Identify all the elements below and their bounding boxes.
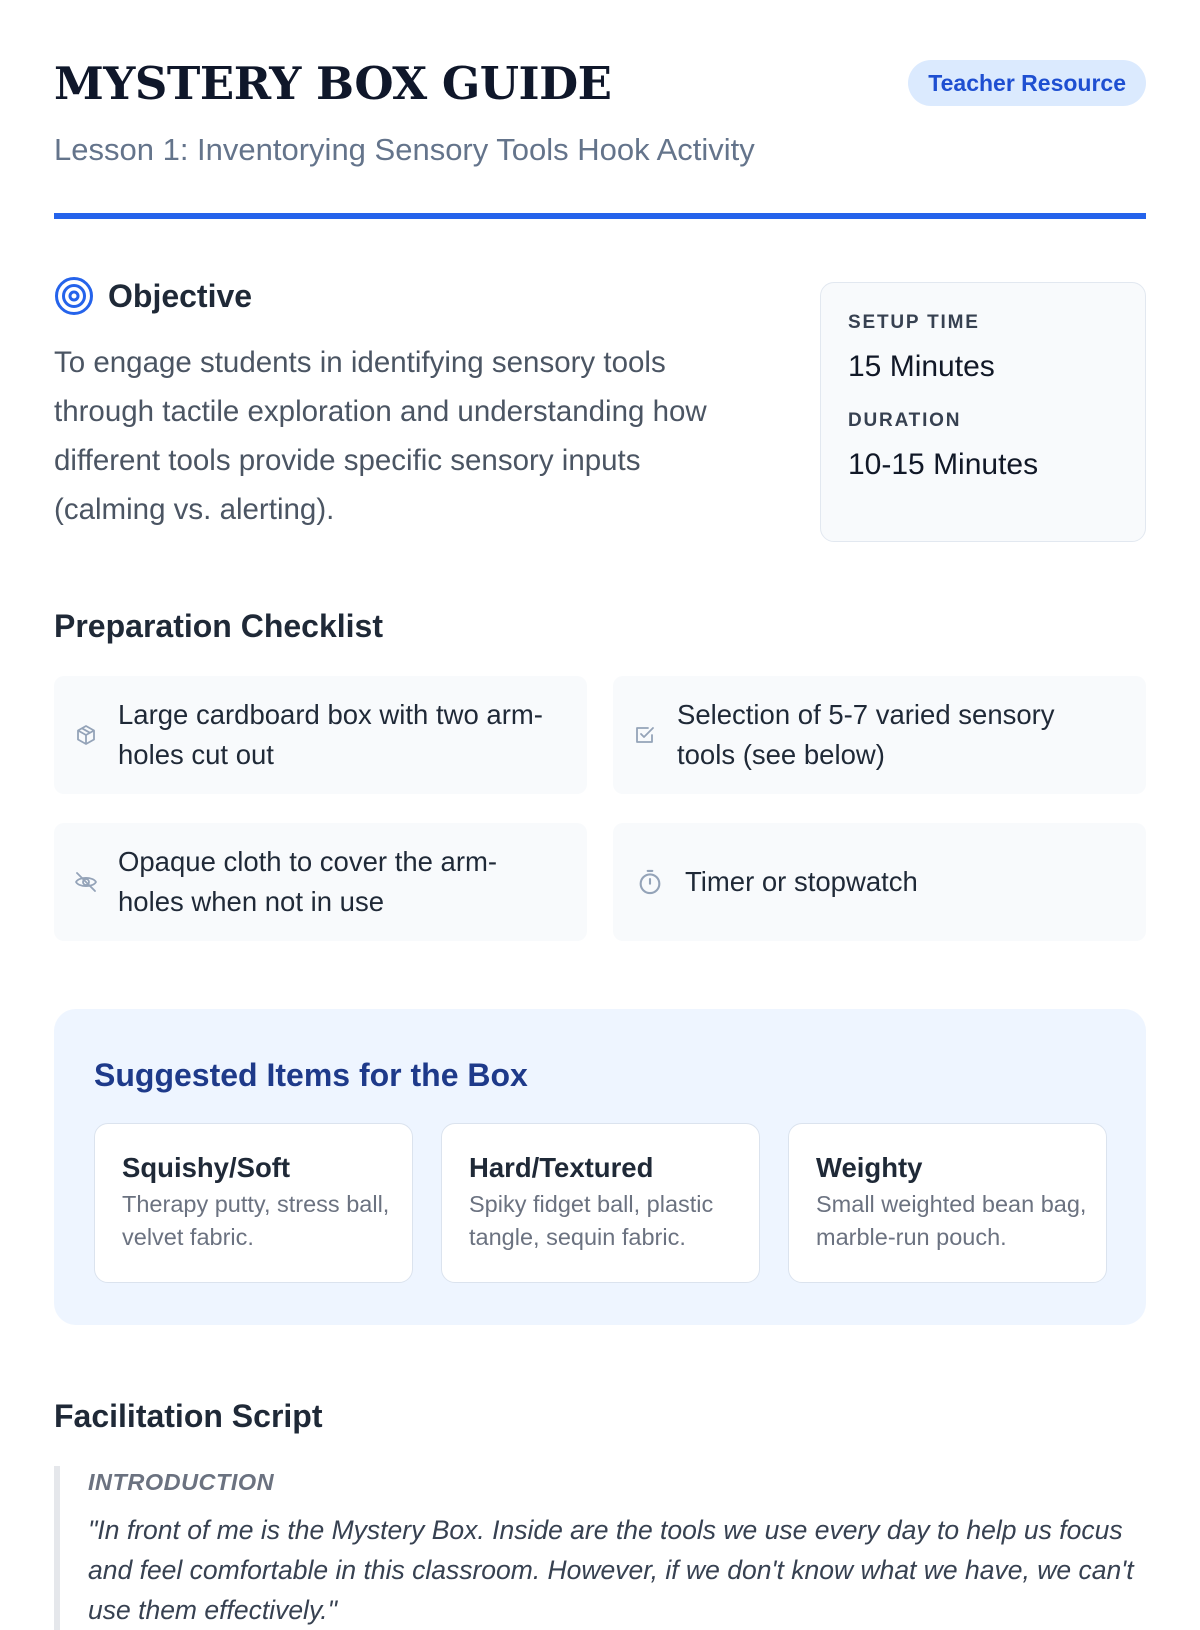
suggested-items-panel	[54, 1009, 1146, 1325]
suggested-items-heading: Suggested Items for the Box	[94, 1057, 528, 1093]
script-section-label: INTRODUCTION	[88, 1469, 275, 1495]
setup-time-label: SETUP TIME	[848, 312, 980, 333]
item-description: Therapy putty, stress ball, velvet fabric.	[122, 1191, 390, 1250]
facilitation-heading: Facilitation Script	[54, 1398, 323, 1434]
checklist-item	[613, 676, 1146, 794]
duration-value: 10-15 Minutes	[848, 448, 1039, 481]
checklist-item	[613, 823, 1146, 941]
preparation-heading: Preparation Checklist	[54, 608, 383, 644]
checklist-item	[54, 676, 587, 794]
item-description: Small weighted bean bag, marble-run pouch.	[816, 1191, 1087, 1250]
duration-label: DURATION	[848, 410, 962, 431]
item-category: Squishy/Soft	[122, 1152, 291, 1183]
suggested-item-card	[788, 1123, 1107, 1283]
checklist-item-text: Large cardboard box with two arm-holes cut out	[118, 699, 543, 770]
objective-heading: Objective	[108, 277, 253, 314]
script-quote	[54, 1466, 1146, 1630]
document-header	[54, 0, 1146, 222]
script-text: "In front of me is the Mystery Box. Inside are the tools we use every day to help us focus and feel comfortable in this classroom. However, if we don't know what we have, we can't use them effectively."	[88, 1515, 1134, 1625]
document-container	[54, 0, 1146, 1625]
item-category: Weighty	[816, 1152, 923, 1183]
setup-time-value: 15 Minutes	[848, 350, 995, 383]
objective-section	[54, 274, 1146, 574]
box-icon	[74, 723, 98, 747]
teacher-resource-badge: Teacher Resource	[908, 60, 1146, 106]
lesson-subtitle: Lesson 1: Inventorying Sensory Tools Hook Activity	[54, 132, 755, 167]
item-category: Hard/Textured	[469, 1152, 654, 1183]
objective-text: To engage students in identifying sensory tools through tactile exploration and understanding how different tools provide specific sensory inputs (calming vs. alerting).	[54, 346, 707, 526]
header-divider	[54, 213, 1146, 219]
checklist-item-text: Timer or stopwatch	[685, 866, 918, 897]
suggested-item-card	[94, 1123, 413, 1283]
item-description: Spiky fidget ball, plastic tangle, sequin fabric.	[469, 1191, 714, 1250]
checkbox-icon	[633, 723, 657, 747]
eye-off-icon	[74, 870, 98, 894]
objective-heading-row	[54, 274, 252, 318]
target-icon	[54, 276, 94, 316]
checklist-item	[54, 823, 587, 941]
suggested-item-card	[441, 1123, 760, 1283]
timing-card	[820, 282, 1146, 542]
checklist-item-text: Opaque cloth to cover the arm-holes when not in use	[118, 846, 498, 917]
timer-icon	[636, 868, 664, 896]
page-title: MYSTERY BOX GUIDE	[54, 57, 612, 110]
checklist-item-text: Selection of 5-7 varied sensory tools (see below)	[677, 699, 1055, 770]
